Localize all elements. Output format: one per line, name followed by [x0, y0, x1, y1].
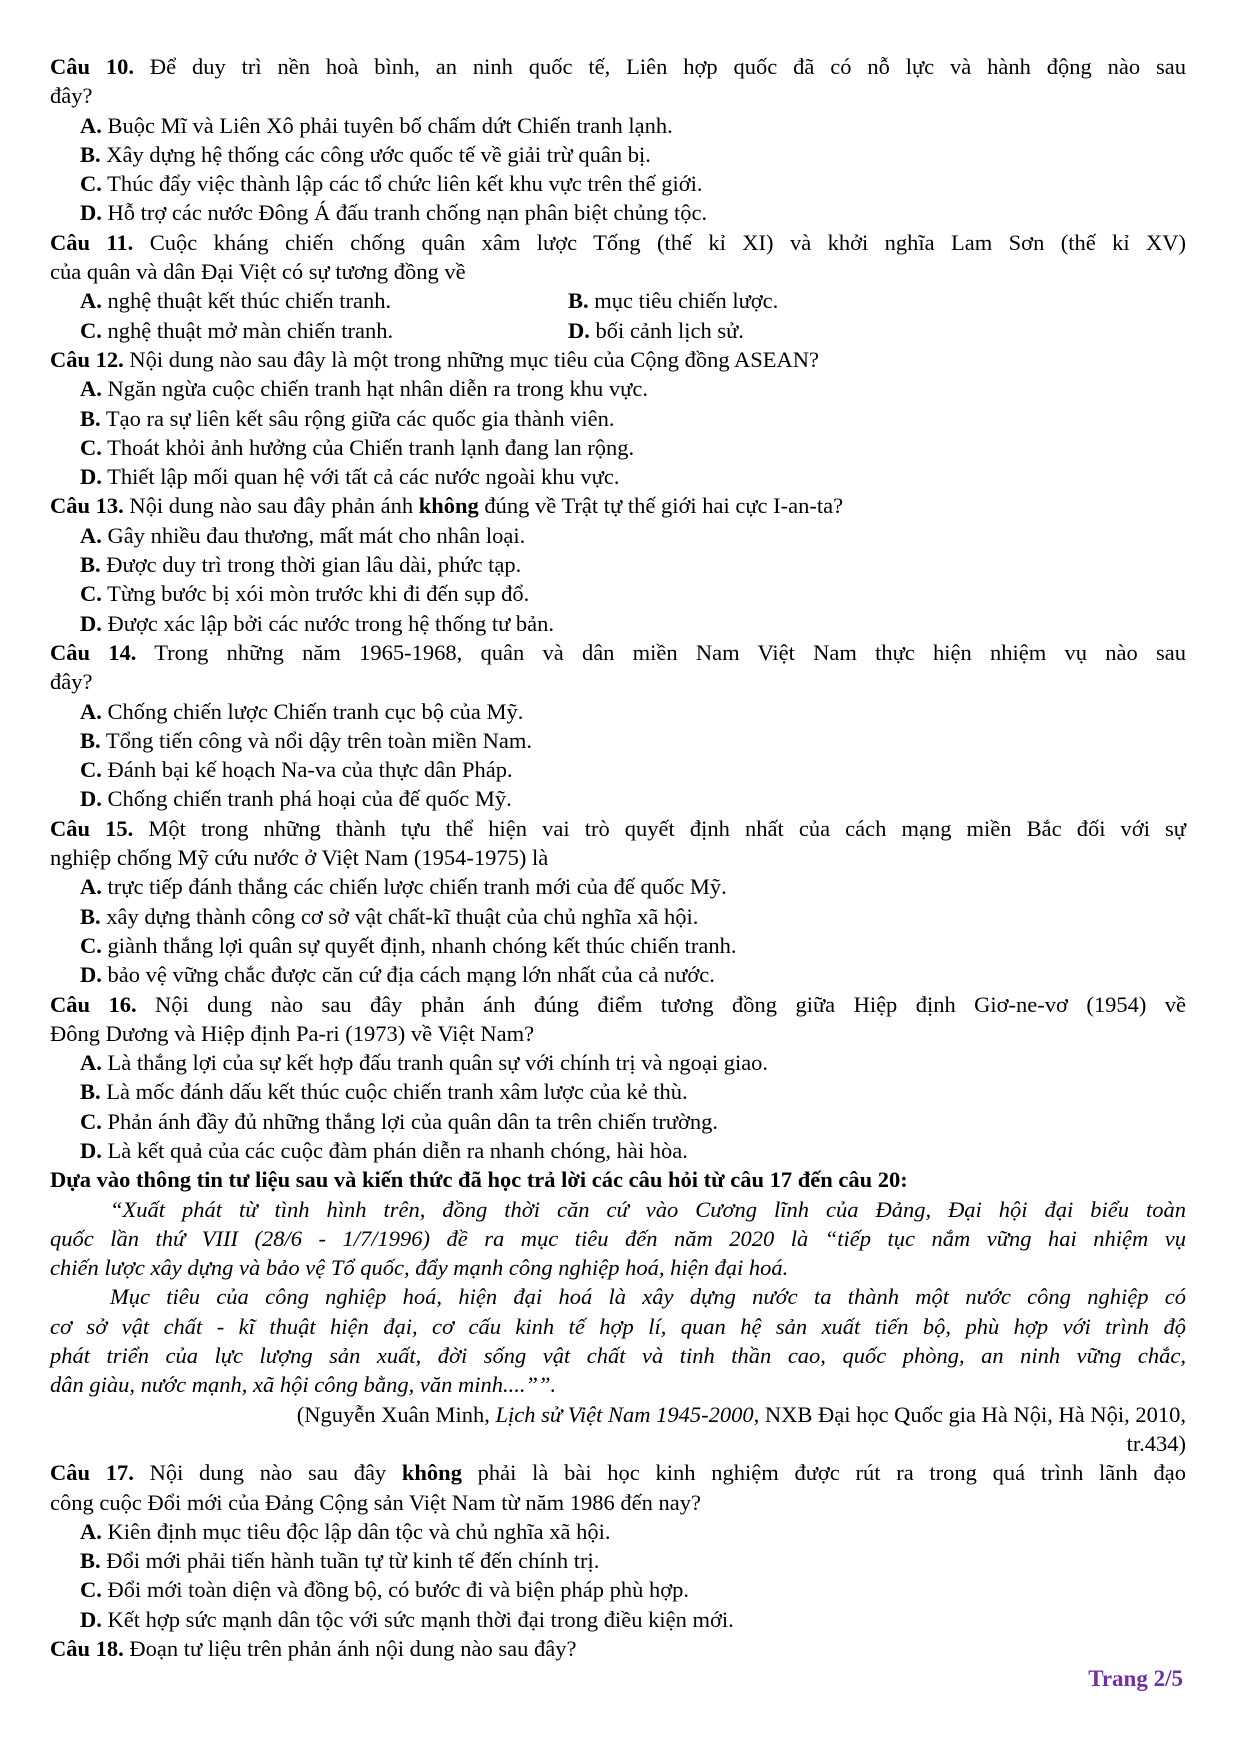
bold-text: A.	[80, 1050, 102, 1076]
bold-text: Câu 11.	[50, 229, 134, 255]
question-line	[50, 228, 1186, 257]
italic-text: cơ sở vật chất - kĩ thuật hiện đại, cơ cấu kinh tế hợp lí, quan hệ sản xuất tiến bộ, phù hợp với trình độ	[50, 1313, 1186, 1339]
question-12	[50, 345, 1186, 374]
option-line	[50, 462, 1186, 491]
options-11	[50, 286, 1186, 345]
option-line	[50, 1077, 1186, 1106]
option-line	[50, 404, 1186, 433]
text: Đánh bại kế hoạch Na-va của thực dân Pháp.	[101, 757, 513, 783]
options-13	[50, 521, 1186, 638]
option-line	[50, 609, 1186, 638]
bold-text: D.	[80, 962, 102, 988]
text: Từng bước bị xói mòn trước khi đi đến sụp đổ.	[101, 581, 530, 607]
text: Đổi mới toàn diện và đồng bộ, có bước đi và biện pháp phù hợp.	[101, 1577, 690, 1603]
quote-paragraph-1	[50, 1195, 1186, 1283]
quote-line	[50, 1370, 1186, 1399]
question-line	[50, 1458, 1186, 1487]
bold-text: C.	[80, 581, 102, 607]
question-16	[50, 990, 1186, 1049]
question-line	[50, 638, 1186, 667]
option-line	[50, 169, 1186, 198]
italic-text: chiến lược xây dựng và bảo vệ Tổ quốc, đẩy mạnh công nghiệp hoá, hiện đại hoá.	[50, 1255, 789, 1281]
option-line	[50, 755, 1186, 784]
text: bảo vệ vững chắc được căn cứ địa cách mạng lớn nhất của cả nước.	[101, 962, 715, 988]
italic-text: dân giàu, nước mạnh, xã hội công bằng, văn minh....””.	[50, 1372, 557, 1398]
italic-text: phát triển của lực lượng sản xuất, đời sống vật chất và tinh thần cao, quốc phòng, an ninh vững chắc,	[50, 1343, 1186, 1369]
bold-text: Câu 16.	[50, 991, 137, 1017]
option-line	[50, 960, 1186, 989]
text: Buộc Mĩ và Liên Xô phải tuyên bố chấm dứt Chiến tranh lạnh.	[101, 112, 673, 138]
option-line	[50, 1517, 1186, 1546]
bold-text: A.	[80, 376, 102, 402]
option-line	[50, 140, 1186, 169]
bold-text: D.	[80, 610, 102, 636]
bold-text: không	[418, 493, 479, 519]
quote-line	[50, 1282, 1186, 1311]
option-line	[50, 1048, 1186, 1077]
option-line	[50, 872, 1186, 901]
text: đúng về Trật tự thế giới hai cực I-an-ta?	[478, 493, 844, 519]
text: , NXB Đại học Quốc gia Hà Nội, Hà Nội, 2010,	[753, 1401, 1186, 1427]
bold-text: Câu 15.	[50, 815, 134, 841]
text: Cuộc kháng chiến chống quân xâm lược Tống (thế kỉ XI) và khởi nghĩa Lam Sơn (thế kỉ XV)	[133, 229, 1186, 255]
italic-text: Mục tiêu của công nghiệp hoá, hiện đại hoá là xây dựng nước ta thành một nước công nghiệp có	[110, 1284, 1186, 1310]
bold-text: B.	[568, 288, 589, 314]
text: Thiết lập mối quan hệ với tất cả các nước ngoài khu vực.	[101, 464, 620, 490]
option-line	[50, 433, 1186, 462]
bold-text: C.	[80, 1108, 102, 1134]
bold-text: C.	[80, 757, 102, 783]
bold-text: D.	[80, 464, 102, 490]
question-17	[50, 1458, 1186, 1517]
option-line	[50, 1136, 1186, 1165]
option-line	[50, 550, 1186, 579]
quote-line	[50, 1341, 1186, 1370]
question-13	[50, 491, 1186, 520]
bold-text: C.	[80, 434, 102, 460]
question-line	[50, 52, 1186, 81]
text: Thúc đẩy việc thành lập các tổ chức liên kết khu vực trên thế giới.	[101, 171, 703, 197]
option-line	[50, 931, 1186, 960]
bold-text: B.	[80, 903, 101, 929]
text: Là thắng lợi của sự kết hợp đấu tranh quân sự với chính trị và ngoại giao.	[101, 1050, 769, 1076]
text: (Nguyễn Xuân Minh,	[296, 1401, 496, 1427]
quote-line	[50, 1195, 1186, 1224]
option-line	[50, 1546, 1186, 1575]
question-14	[50, 638, 1186, 697]
text: Kiên định mục tiêu độc lập dân tộc và chủ nghĩa xã hội.	[101, 1518, 611, 1544]
page-number: Trang 2/5	[1088, 1666, 1183, 1691]
option-line	[50, 521, 1186, 550]
text: phải là bài học kinh nghiệm được rút ra trong quá trình lãnh đạo	[461, 1460, 1186, 1486]
option-line	[50, 579, 1186, 608]
options-12	[50, 374, 1186, 491]
option-line	[50, 697, 1186, 726]
bold-text: B.	[80, 1548, 101, 1574]
bold-text: C.	[80, 317, 102, 343]
question-line	[50, 667, 1186, 696]
bold-text: A.	[80, 288, 102, 314]
option-line	[50, 198, 1186, 227]
bold-text: A.	[80, 698, 102, 724]
bold-text: A.	[80, 112, 102, 138]
text: Là mốc đánh dấu kết thúc cuộc chiến tranh xâm lược của kẻ thù.	[100, 1079, 688, 1105]
text: nghệ thuật kết thúc chiến tranh.	[101, 288, 392, 314]
bold-text: Câu 12.	[50, 346, 124, 372]
option-line	[50, 726, 1186, 755]
bold-text: D.	[80, 786, 102, 812]
text: đây?	[50, 669, 93, 695]
text: Được duy trì trong thời gian lâu dài, phức tạp.	[100, 552, 522, 578]
quote-line	[50, 1224, 1186, 1253]
options-16	[50, 1048, 1186, 1165]
text: Gây nhiều đau thương, mất mát cho nhân loại.	[101, 522, 526, 548]
text: giành thắng lợi quân sự quyết định, nhanh chóng kết thúc chiến tranh.	[101, 932, 737, 958]
text: Kết hợp sức mạnh dân tộc với sức mạnh thời đại trong điều kiện mới.	[101, 1606, 734, 1632]
options-17	[50, 1517, 1186, 1634]
option-line	[50, 1107, 1186, 1136]
bold-text: A.	[80, 1518, 102, 1544]
quote-paragraph-2	[50, 1282, 1186, 1399]
text: Đoạn tư liệu trên phản ánh nội dung nào sau đây?	[123, 1636, 577, 1662]
bold-text: Dựa vào thông tin tư liệu sau và kiến thức đã học trả lời các câu hỏi từ câu 17 đến câu 20:	[50, 1167, 908, 1193]
text: của quân và dân Đại Việt có sự tương đồng về	[50, 259, 466, 285]
option-line	[50, 902, 1186, 931]
options-10	[50, 111, 1186, 228]
option	[568, 286, 1186, 315]
question-line	[50, 990, 1186, 1019]
bold-text: Câu 13.	[50, 493, 124, 519]
question-line	[50, 257, 1186, 286]
question-line	[50, 81, 1186, 110]
document-body	[50, 52, 1186, 1663]
bold-text: Câu 18.	[50, 1636, 124, 1662]
option-row	[50, 286, 1186, 315]
option	[50, 286, 568, 315]
text: tr.434)	[1126, 1430, 1186, 1456]
text: Đổi mới phải tiến hành tuần tự từ kinh tế đến chính trị.	[100, 1548, 600, 1574]
text: Chống chiến tranh phá hoại của đế quốc Mỹ.	[101, 786, 512, 812]
text: xây dựng thành công cơ sở vật chất-kĩ thuật của chủ nghĩa xã hội.	[100, 903, 699, 929]
bold-text: C.	[80, 171, 102, 197]
bold-text: D.	[80, 1137, 102, 1163]
bold-text: B.	[80, 141, 101, 167]
bold-text: B.	[80, 552, 101, 578]
text: công cuộc Đổi mới của Đảng Cộng sản Việt Nam từ năm 1986 đến nay?	[50, 1489, 701, 1515]
option-line	[50, 111, 1186, 140]
options-14	[50, 697, 1186, 814]
text: mục tiêu chiến lược.	[588, 288, 779, 314]
citation-line	[50, 1429, 1186, 1458]
bold-text: A.	[80, 522, 102, 548]
question-10	[50, 52, 1186, 111]
question-line	[50, 491, 1186, 520]
text: Nội dung nào sau đây	[133, 1460, 402, 1486]
options-15	[50, 872, 1186, 989]
text: Thoát khỏi ảnh hưởng của Chiến tranh lạnh đang lan rộng.	[101, 434, 635, 460]
italic-text: quốc lần thứ VIII (28/6 - 1/7/1996) đề ra mục tiêu đến năm 2020 là “tiếp tục nắm vững hai nhiệm vụ	[50, 1225, 1186, 1251]
instruction-lead	[50, 1165, 1186, 1194]
text: trực tiếp đánh thắng các chiến lược chiến tranh mới của đế quốc Mỹ.	[101, 874, 727, 900]
bold-text: D.	[568, 317, 590, 343]
citation-line	[50, 1400, 1186, 1429]
text: Được xác lập bởi các nước trong hệ thống tư bản.	[101, 610, 555, 636]
text: Một trong những thành tựu thể hiện vai trò quyết định nhất của cách mạng miền Bắc đối với sự	[133, 815, 1187, 841]
bold-text: C.	[80, 932, 102, 958]
text: Hỗ trợ các nước Đông Á đấu tranh chống nạn phân biệt chủng tộc.	[101, 200, 708, 226]
italic-text: Lịch sử Việt Nam 1945-2000	[495, 1401, 754, 1427]
question-line	[50, 1634, 1186, 1663]
lead-line	[50, 1165, 1186, 1194]
quote-line	[50, 1312, 1186, 1341]
bold-text: D.	[80, 1606, 102, 1632]
option-line	[50, 374, 1186, 403]
option	[568, 316, 1186, 345]
text: Tổng tiến công và nổi dậy trên toàn miền Nam.	[100, 727, 532, 753]
bold-text: A.	[80, 874, 102, 900]
text: Xây dựng hệ thống các công ước quốc tế về giải trừ quân bị.	[100, 141, 651, 167]
bold-text: Câu 10.	[50, 54, 135, 79]
text: Nội dung nào sau đây phản ánh	[123, 493, 419, 519]
bold-text: Câu 14.	[50, 639, 137, 665]
bold-text: B.	[80, 405, 101, 431]
question-line	[50, 1019, 1186, 1048]
question-line	[50, 1488, 1186, 1517]
bold-text: D.	[80, 200, 102, 226]
text: Trong những năm 1965-1968, quân và dân miền Nam Việt Nam thực hiện nhiệm vụ nào sau	[136, 639, 1186, 665]
question-line	[50, 814, 1186, 843]
text: nghiệp chống Mỹ cứu nước ở Việt Nam (1954-1975) là	[50, 845, 549, 871]
option-line	[50, 784, 1186, 813]
text: Là kết quả của các cuộc đàm phán diễn ra nhanh chóng, hài hòa.	[101, 1137, 688, 1163]
bold-text: B.	[80, 727, 101, 753]
text: Nội dung nào sau đây là một trong những mục tiêu của Cộng đồng ASEAN?	[123, 346, 819, 372]
text: Nội dung nào sau đây phản ánh đúng điểm tương đồng giữa Hiệp định Giơ-ne-vơ (1954) về	[136, 991, 1187, 1017]
question-15	[50, 814, 1186, 873]
bold-text: C.	[80, 1577, 102, 1603]
question-11	[50, 228, 1186, 287]
bold-text: Câu 17.	[50, 1460, 134, 1486]
text: Tạo ra sự liên kết sâu rộng giữa các quốc gia thành viên.	[100, 405, 615, 431]
text: Để duy trì nền hoà bình, an ninh quốc tế, Liên hợp quốc đã có nỗ lực và hành động nào sau	[134, 54, 1186, 79]
option-row	[50, 316, 1186, 345]
question-line	[50, 345, 1186, 374]
option-line	[50, 1575, 1186, 1604]
text: Ngăn ngừa cuộc chiến tranh hạt nhân diễn ra trong khu vực.	[101, 376, 648, 402]
bold-text: B.	[80, 1079, 101, 1105]
option	[50, 316, 568, 345]
quote-line	[50, 1253, 1186, 1282]
italic-text: “Xuất phát từ tình hình trên, đồng thời căn cứ vào Cương lĩnh của Đảng, Đại hội đại biểu toàn	[110, 1196, 1186, 1222]
bold-text: không	[401, 1460, 462, 1486]
text: bối cảnh lịch sử.	[589, 317, 744, 343]
text: nghệ thuật mở màn chiến tranh.	[101, 317, 394, 343]
text: đây?	[50, 83, 93, 109]
text: Đông Dương và Hiệp định Pa-ri (1973) về Việt Nam?	[50, 1020, 535, 1046]
question-18	[50, 1634, 1186, 1663]
citation	[50, 1400, 1186, 1459]
question-line	[50, 843, 1186, 872]
text: Chống chiến lược Chiến tranh cục bộ của Mỹ.	[101, 698, 524, 724]
text: Phản ánh đầy đủ những thắng lợi của quân dân ta trên chiến trường.	[101, 1108, 719, 1134]
option-line	[50, 1605, 1186, 1634]
